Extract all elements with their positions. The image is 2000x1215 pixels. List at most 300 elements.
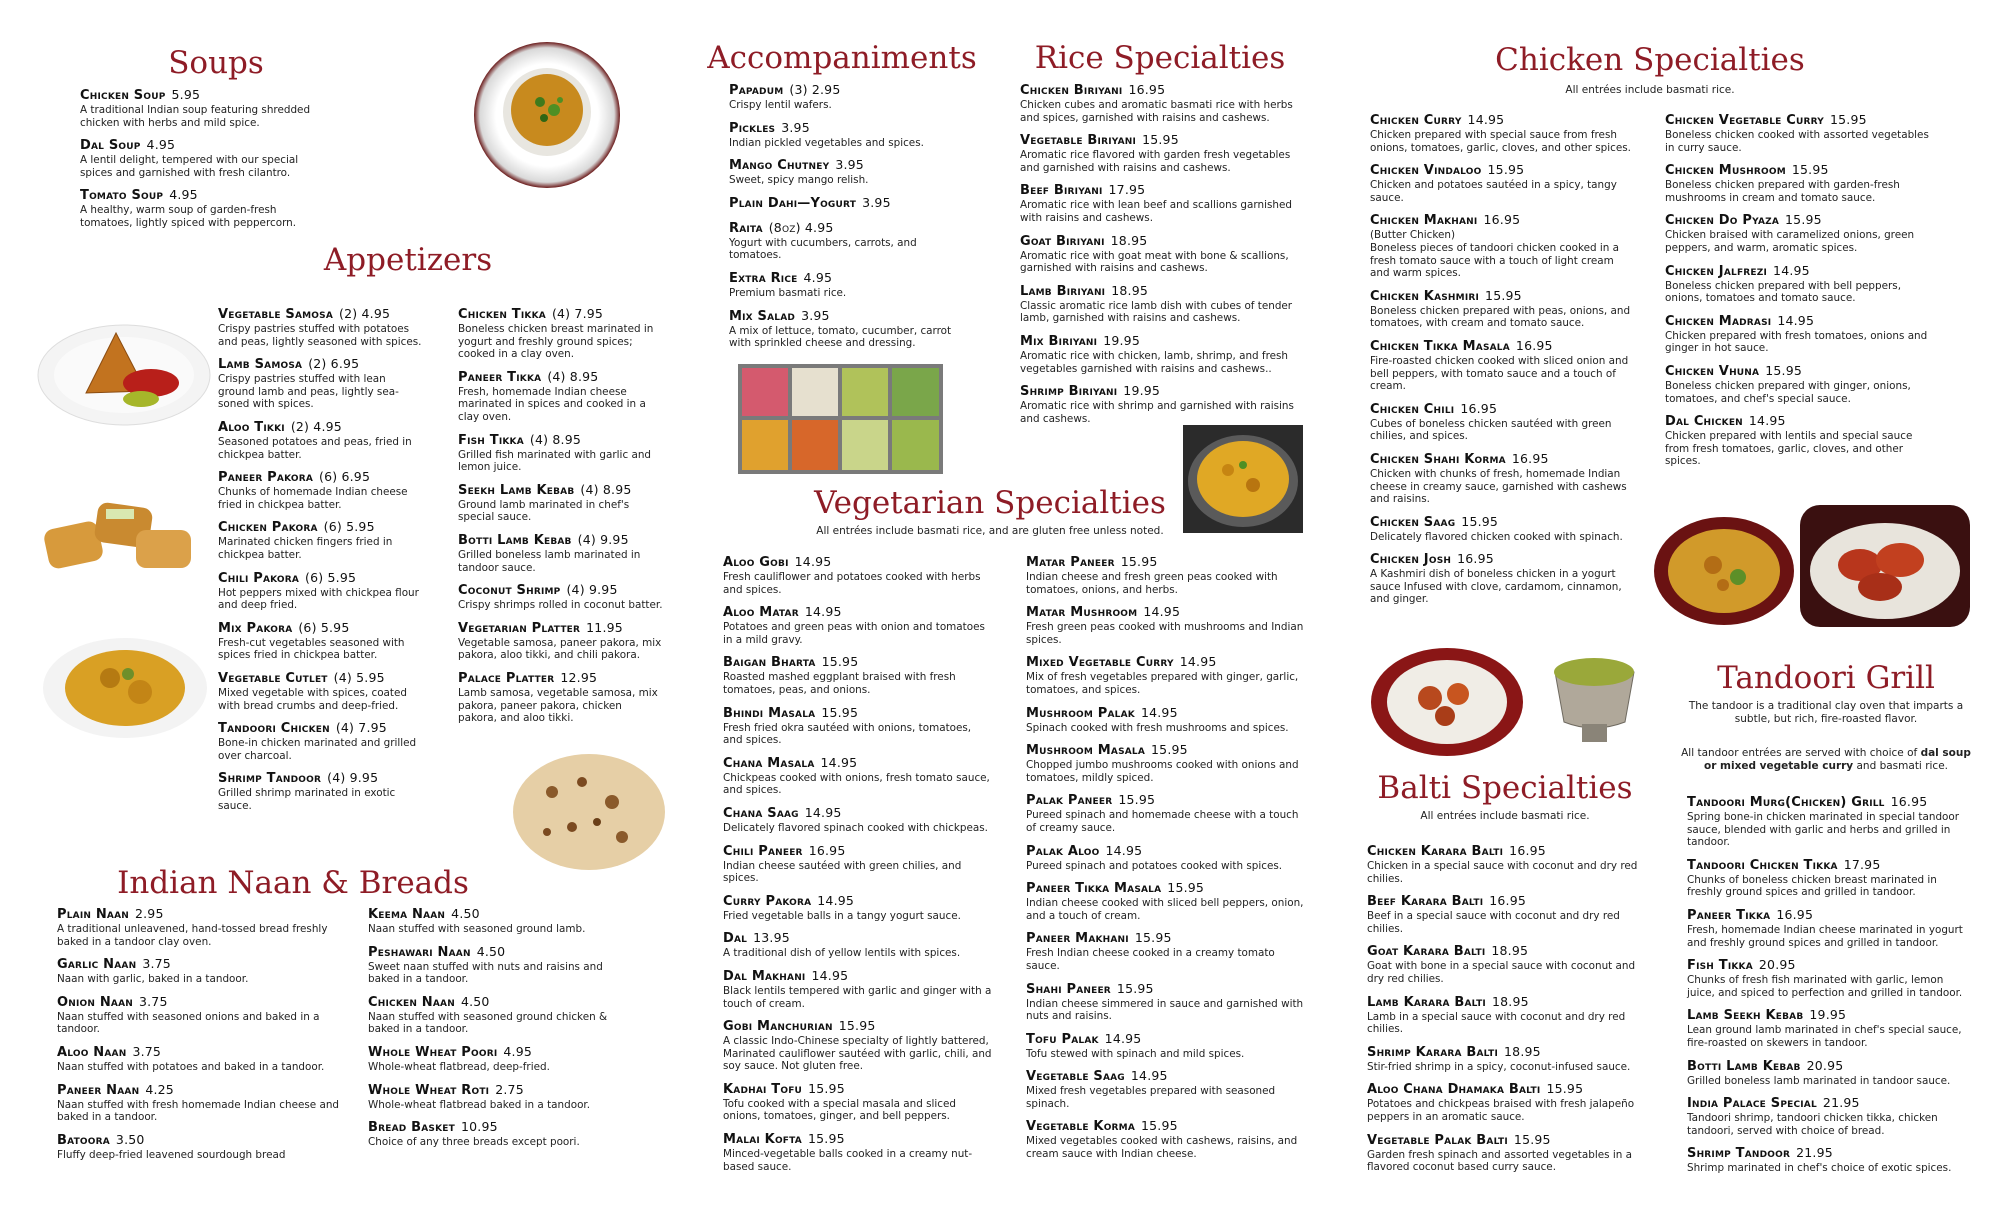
menu-item-chicken-jalfrezi: [1665, 263, 1930, 305]
item-name: Shahi Paneer: [1026, 981, 1111, 997]
item-price: 4.95: [169, 187, 198, 203]
item-name: Tandoori Chicken Tikka: [1687, 857, 1838, 873]
menu-item-lamb-seekh-kebab: [1687, 1007, 1970, 1049]
menu-item-name: [1665, 212, 1930, 229]
menu-item-name: [1026, 1068, 1306, 1085]
item-description: Pureed spinach and potatoes cooked with spices.: [1026, 859, 1283, 872]
item-price: 2.75: [495, 1081, 524, 1097]
menu-item-name: [1026, 1031, 1306, 1048]
item-price: 3.95: [781, 119, 810, 135]
menu-item-tandoori-murg-chicken-grill: [1687, 794, 1970, 849]
balti-note: All entrées include basmati rice.: [1420, 810, 1590, 822]
menu-item-name: [1020, 333, 1300, 350]
menu-item-aloo-gobi: [723, 554, 993, 596]
item-name: Chicken Shahi Korma: [1370, 451, 1506, 467]
soups-list: [80, 87, 330, 238]
appetizers-title: Appetizers: [323, 242, 493, 278]
item-description: Aromatic rice with chicken, lamb, shrimp, and fresh vegetables garnished with raisins and cashews..: [1020, 349, 1289, 375]
menu-item-tomato-soup: [80, 187, 330, 229]
item-price: (6) 5.95: [298, 619, 350, 635]
item-name: Goat Karara Balti: [1367, 944, 1486, 960]
menu-item-name: [1367, 1081, 1642, 1098]
item-description: Whole-wheat flatbread, deep-fried.: [368, 1060, 550, 1073]
item-price: 3.95: [801, 307, 830, 323]
item-description: Chicken prepared with fresh tomatoes, onions and ginger in hot sauce.: [1665, 329, 1928, 355]
menu-item-name: [1370, 162, 1635, 179]
appetizers-list-2: [458, 306, 663, 733]
item-price: 19.95: [1103, 332, 1140, 348]
item-name: Lamb Karara Balti: [1367, 994, 1486, 1010]
item-name: Whole Wheat Roti: [368, 1082, 490, 1098]
menu-item-name: [1687, 1007, 1970, 1024]
item-price: (4) 9.95: [577, 531, 629, 547]
menu-item-name: [57, 1044, 342, 1061]
menu-item-name: [729, 120, 964, 137]
menu-item-chana-masala: [723, 755, 993, 797]
item-name: Mix Biriyani: [1020, 333, 1098, 349]
item-price: (4) 8.95: [529, 431, 582, 447]
menu-item-chicken-shahi-korma: [1370, 451, 1635, 506]
item-description: A healthy, warm soup of garden-fresh tomatoes, lightly spiced with peppercorn.: [80, 204, 297, 229]
item-name: Garlic Naan: [57, 957, 137, 973]
item-name: Chicken Vhuna: [1665, 363, 1760, 379]
item-name: Aloo Tikki: [218, 419, 285, 435]
item-price: 15.95: [1142, 132, 1179, 148]
item-description: Lamb samosa, vegetable samosa, mix pakora, paneer pakora, chicken pakora, and aloo tikki.: [458, 686, 658, 725]
item-price: 4.50: [476, 943, 506, 959]
menu-item-name: [1367, 1044, 1642, 1061]
menu-item-shahi-paneer: [1026, 981, 1306, 1023]
item-name: Palace Platter: [458, 670, 555, 686]
item-description: Fresh green peas cooked with mushrooms and Indian spices.: [1026, 621, 1304, 646]
item-price: 12.95: [560, 669, 598, 685]
item-description: Crispy pastries stuffed with potatoes and peas, lightly seasoned with spices.: [218, 323, 422, 348]
item-description: Yogurt with cucumbers, carrots, and tomatoes.: [729, 236, 917, 262]
item-description: Classic aromatic rice lamb dish with cubes of tender lamb, garnished with raisins and cashews.: [1020, 299, 1293, 325]
menu-item-whole-wheat-poori: [368, 1044, 628, 1074]
item-price: 15.95: [808, 1080, 845, 1096]
item-name: Aloo Chana Dhamaka Balti: [1367, 1082, 1541, 1098]
item-name: Dal Chicken: [1665, 414, 1743, 430]
item-description: Boneless chicken breast marinated in yogurt and freshly ground spices; cooked in a clay oven.: [458, 323, 654, 361]
menu-item-name: [218, 469, 423, 486]
menu-item-chicken-vegetable-curry: [1665, 112, 1930, 154]
item-description: Mixed vegetable with spices, coated with bread crumbs and deep-fried.: [218, 686, 407, 712]
item-price: 14.95: [1773, 262, 1810, 278]
item-name: Paneer Pakora: [218, 470, 313, 486]
item-price: 3.95: [835, 157, 864, 173]
menu-item-dal-makhani: [723, 968, 993, 1010]
item-price: 16.95: [1509, 843, 1546, 858]
item-description: Fresh Indian cheese cooked in a creamy tomato sauce.: [1026, 947, 1275, 972]
item-name: Dal Soup: [80, 138, 141, 154]
menu-item-chana-saag: [723, 805, 993, 835]
item-description: Beef in a special sauce with coconut and dry red chilies.: [1367, 910, 1620, 935]
menu-item-name: [458, 369, 663, 386]
item-description: Indian pickled vegetables and spices.: [729, 136, 924, 149]
item-price: 11.95: [586, 619, 623, 635]
menu-item-name: [458, 482, 663, 499]
menu-item-name: [458, 306, 663, 323]
item-description: Pureed spinach and homemade cheese with a touch of creamy sauce.: [1026, 809, 1299, 834]
item-price: (2) 4.95: [339, 306, 391, 321]
item-name: Gobi Manchurian: [723, 1019, 833, 1035]
menu-item-beef-biriyani: [1020, 182, 1300, 224]
item-name: Lamb Biriyani: [1020, 283, 1106, 299]
item-description: A Kashmiri dish of boneless chicken in a yogurt sauce Infused with clove, cardamom, cinnamon, and ginger.: [1370, 568, 1622, 606]
item-description: Naan with garlic, baked in a tandoor.: [57, 973, 249, 986]
item-name: Coconut Shrimp: [458, 583, 561, 599]
item-description: Crispy shrimps rolled in coconut batter.: [458, 599, 663, 612]
menu-item-palak-aloo: [1026, 843, 1306, 873]
item-name: Shrimp Karara Balti: [1367, 1044, 1499, 1060]
samosa-photo: [36, 313, 211, 428]
menu-item-chicken-biriyani: [1020, 82, 1300, 124]
menu-item-name: [729, 157, 964, 174]
menu-item-name: [1687, 794, 1970, 811]
item-name: Dal: [723, 931, 748, 947]
item-price: (6) 5.95: [323, 519, 375, 535]
item-description: Boneless chicken prepared with garden-fresh mushrooms in cream and tomato sauce.: [1665, 179, 1900, 204]
item-description: Delicately flavored chicken cooked with spinach.: [1370, 530, 1623, 543]
menu-item-name: [729, 308, 964, 325]
balti-title: Balti Specialties: [1377, 770, 1633, 806]
item-description: Chopped jumbo mushrooms cooked with onions and tomatoes, mildly spiced.: [1026, 759, 1299, 784]
item-name: Vegetable Biriyani: [1020, 133, 1137, 149]
menu-item-name: [1020, 132, 1300, 149]
item-name: Keema Naan: [368, 907, 446, 922]
item-description: A traditional Indian soup featuring shredded chicken with herbs and mild spice.: [80, 104, 311, 129]
menu-item-plain-dahi-yogurt: [729, 195, 964, 212]
item-price: (4) 9.95: [327, 770, 379, 786]
item-description: Naan stuffed with seasoned ground chicken & baked in a tandoor.: [368, 1010, 608, 1036]
item-name: Matar Paneer: [1026, 555, 1115, 570]
item-description: Chickpeas cooked with onions, fresh tomato sauce, and spices.: [723, 771, 990, 797]
item-price: 14.95: [1748, 413, 1786, 429]
menu-item-botti-lamb-kebab: [458, 532, 663, 574]
item-price: 14.95: [820, 754, 858, 770]
item-description: Chicken and potatoes sautéed in a spicy, tangy sauce.: [1370, 179, 1617, 204]
menu-item-name: [723, 755, 993, 772]
item-price: 14.95: [1467, 112, 1505, 127]
item-description: Goat with bone in a special sauce with coconut and dry red chilies.: [1367, 960, 1636, 985]
item-name: Shrimp Biriyani: [1020, 384, 1118, 400]
item-description: Minced-vegetable balls cooked in a creamy nut-based sauce.: [723, 1148, 973, 1173]
item-description: Whole-wheat flatbread baked in a tandoor.: [368, 1098, 591, 1111]
naan-list-2: [368, 906, 628, 1157]
item-price: 15.95: [1461, 513, 1499, 529]
menu-item-aloo-matar: [723, 604, 993, 646]
menu-item-chili-paneer: [723, 843, 993, 885]
item-name: Dal Makhani: [723, 968, 806, 984]
naan-title: Indian Naan & Breads: [117, 865, 469, 901]
item-price: 14.95: [811, 967, 849, 983]
menu-item-name: [1026, 930, 1306, 947]
item-price: 20.95: [1758, 957, 1796, 973]
menu-item-name: [368, 1044, 628, 1061]
item-price: 10.95: [460, 1119, 498, 1135]
menu-item-chicken-soup: [80, 87, 330, 129]
menu-item-name: [368, 944, 628, 961]
menu-item-name: [1026, 654, 1306, 671]
item-price: 19.95: [1809, 1007, 1847, 1023]
menu-item-name: [1020, 182, 1300, 199]
item-price: 14.95: [1104, 1030, 1142, 1046]
item-price: 21.95: [1796, 1145, 1833, 1161]
item-price: 14.95: [1130, 1068, 1168, 1084]
item-price: 15.95: [1141, 1118, 1178, 1134]
menu-item-name: [218, 519, 423, 536]
item-name: Bread Basket: [368, 1120, 455, 1136]
item-description: Fried vegetable balls in a tangy yogurt sauce.: [723, 909, 961, 922]
item-description: A mix of lettuce, tomato, cucumber, carrot with sprinkled cheese and dressing.: [729, 324, 952, 350]
item-price: 4.25: [145, 1081, 174, 1097]
menu-item-vegetarian-platter: [458, 620, 663, 662]
item-name: Mango Chutney: [729, 158, 830, 174]
item-price: 19.95: [1123, 383, 1161, 399]
item-description: Marinated chicken fingers fried in chickpea batter.: [218, 536, 393, 561]
item-description: A traditional dish of yellow lentils with spices.: [723, 947, 961, 960]
rice-list: [1020, 82, 1300, 433]
menu-item-bhindi-masala: [723, 705, 993, 747]
item-name: Chicken Tikka: [458, 307, 546, 322]
item-name: Beef Biriyani: [1020, 183, 1103, 199]
item-description: A lentil delight, tempered with our special spices and garnished with fresh cilantro.: [80, 154, 299, 179]
item-name: Paneer Tikka: [458, 369, 542, 385]
item-price: 14.95: [794, 554, 832, 569]
menu-item-seekh-lamb-kebab: [458, 482, 663, 524]
menu-item-garlic-naan: [57, 956, 342, 986]
item-description: Tandoori shrimp, tandoori chicken tikka, chicken tandoori, served with choice of bread.: [1687, 1112, 1938, 1137]
item-name: Chicken Jalfrezi: [1665, 263, 1768, 279]
menu-item-name: [218, 306, 423, 323]
menu-item-name: [729, 195, 964, 212]
menu-item-baigan-bharta: [723, 654, 993, 696]
item-name: Chicken Naan: [368, 994, 455, 1010]
menu-item-aloo-tikki: [218, 419, 423, 461]
item-name: Vegetable Palak Balti: [1367, 1132, 1508, 1148]
item-description: Crispy lentil wafers.: [729, 99, 832, 111]
menu-item-raita: [729, 220, 964, 262]
item-price: 16.95: [1776, 906, 1814, 922]
item-price: 3.75: [138, 993, 168, 1009]
menu-item-name: [57, 1082, 342, 1099]
item-name: Tomato Soup: [80, 188, 164, 204]
item-name: Botti Lamb Kebab: [1687, 1058, 1801, 1074]
item-name: Malai Kofta: [723, 1132, 802, 1148]
chicken-dish-photo-2: [1800, 505, 1970, 627]
item-name: Chana Saag: [723, 805, 799, 821]
menu-item-palak-paneer: [1026, 792, 1306, 834]
menu-item-name: [1665, 413, 1930, 430]
item-description: Roasted mashed eggplant braised with fresh tomatoes, peas, and onions.: [723, 671, 956, 696]
item-description: Choice of any three breads except poori.: [368, 1136, 580, 1149]
menu-item-bread-basket: [368, 1119, 628, 1149]
menu-item-name: [723, 893, 993, 910]
menu-item-name: [1687, 857, 1970, 874]
item-description: Grilled boneless lamb marinated in tandoor sauce.: [458, 548, 641, 574]
soups-title: Soups: [168, 45, 264, 81]
item-description: Vegetable samosa, paneer pakora, mix pakora, aloo tikki, and chili pakora.: [458, 636, 662, 662]
menu-item-name: [723, 654, 993, 671]
item-description: Shrimp marinated in chef's choice of exotic spices.: [1687, 1162, 1952, 1175]
item-name: Tandoori Murg(Chicken) Grill: [1687, 795, 1885, 810]
item-description: Indian cheese sautéed with green chilies, and spices.: [723, 859, 962, 885]
item-price: 4.95: [503, 1043, 533, 1059]
menu-item-chicken-chili: [1370, 401, 1635, 443]
menu-item-name: [1687, 1145, 1970, 1162]
item-price: 3.75: [132, 1043, 162, 1059]
item-price: 15.95: [1116, 980, 1154, 996]
menu-item-name: [729, 82, 964, 99]
item-name: Bhindi Masala: [723, 705, 816, 721]
menu-item-shrimp-tandoor: [1687, 1145, 1970, 1175]
menu-item-tofu-palak: [1026, 1031, 1306, 1061]
menu-item-name: [723, 805, 993, 822]
item-price: (4) 5.95: [333, 669, 385, 685]
item-price: (8oz) 4.95: [768, 219, 834, 235]
menu-item-paneer-naan: [57, 1082, 342, 1124]
item-name: Chicken Makhani: [1370, 213, 1478, 229]
item-price: 5.95: [171, 87, 201, 102]
item-price: 15.95: [1134, 930, 1172, 946]
item-price: 21.95: [1822, 1095, 1860, 1111]
menu-item-paneer-tikka: [458, 369, 663, 424]
menu-item-vegetable-palak-balti: [1367, 1132, 1642, 1174]
menu-item-name: [1367, 994, 1642, 1011]
item-name: Raita: [729, 220, 763, 236]
item-description: A classic Indo-Chinese specialty of lightly battered, Marinated cauliflower sautéed with garlic, chili, and soy sauce. Not gluten free.: [723, 1035, 992, 1073]
menu-item-dal-chicken: [1665, 413, 1930, 468]
menu-item-name: [1665, 162, 1930, 179]
item-name: Aloo Gobi: [723, 555, 789, 570]
menu-item-name: [1687, 957, 1970, 974]
item-price: 2.95: [134, 906, 164, 921]
menu-item-tandoori-chicken-tikka: [1687, 857, 1970, 899]
item-name: Chicken Vindaloo: [1370, 163, 1482, 179]
menu-item-palace-platter: [458, 670, 663, 725]
item-name: Vegetable Samosa: [218, 307, 334, 322]
item-price: 4.50: [451, 906, 480, 921]
item-description: Mixed vegetables cooked with cashews, raisins, and cream sauce with Indian cheese.: [1026, 1135, 1298, 1161]
item-price: 14.95: [804, 604, 842, 620]
menu-item-name: [57, 956, 342, 973]
menu-item-goat-karara-balti: [1367, 943, 1642, 985]
menu-item-name: [1367, 843, 1642, 860]
item-name: Chicken Curry: [1370, 113, 1462, 128]
menu-item-name: [1367, 943, 1642, 960]
item-name: Chicken Josh: [1370, 552, 1452, 568]
menu-item-name: [723, 1018, 993, 1035]
menu-item-malai-kofta: [723, 1131, 993, 1173]
item-price: (3) 2.95: [789, 82, 841, 97]
item-description: Boneless chicken prepared with bell peppers, onions, tomatoes and tomato sauce.: [1665, 279, 1902, 305]
chicken-list-2: [1665, 112, 1930, 476]
item-description: Potatoes and chickpeas braised with fresh jalapeño peppers in an aromatic sauce.: [1367, 1098, 1635, 1123]
item-name: Paneer Naan: [57, 1082, 140, 1098]
menu-item-name: [458, 582, 663, 599]
menu-item-lamb-karara-balti: [1367, 994, 1642, 1036]
item-description: Boneless chicken prepared with peas, onions, and tomatoes, with cream and tomato sauce.: [1370, 304, 1631, 330]
menu-item-peshawari-naan: [368, 944, 628, 986]
appetizers-list-1: [218, 306, 423, 820]
menu-item-paneer-pakora: [218, 469, 423, 511]
item-description: Indian cheese simmered in sauce and garnished with nuts and raisins.: [1026, 997, 1304, 1023]
item-name: Fish Tikka: [1687, 958, 1753, 974]
item-name: Paneer Tikka: [1687, 907, 1771, 923]
menu-item-name: [1026, 981, 1306, 998]
item-description: Mix of fresh vegetables prepared with ginger, garlic, tomatoes, and spices.: [1026, 671, 1299, 696]
item-description: Hot peppers mixed with chickpea flour and deep fried.: [218, 586, 419, 612]
menu-item-lamb-samosa: [218, 356, 423, 411]
menu-item-paneer-makhani: [1026, 930, 1306, 972]
item-name: Aloo Matar: [723, 605, 799, 621]
item-name: Vegetable Korma: [1026, 1119, 1135, 1135]
item-description: Lean ground lamb marinated in chef's special sauce, fire-roasted on skewers in tandoor.: [1687, 1024, 1962, 1049]
naan-list-1: [57, 906, 342, 1169]
item-description: Aromatic rice with shrimp and garnished with raisins and cashews.: [1020, 400, 1294, 425]
menu-item-tandoori-chicken: [218, 720, 423, 762]
item-name: Seekh Lamb Kebab: [458, 482, 575, 498]
vegetarian-list-1: [723, 554, 993, 1181]
item-description: Aromatic rice with lean beef and scallions garnished with raisins and cashews.: [1020, 199, 1292, 224]
item-price: 18.95: [1110, 232, 1148, 248]
item-name: Tofu Palak: [1026, 1031, 1099, 1047]
menu-item-paneer-tikka-masala: [1026, 880, 1306, 922]
item-name: Tandoori Chicken: [218, 721, 330, 737]
item-description: Chunks of boneless chicken breast marinated in freshly ground spices and grilled in tandoor.: [1687, 873, 1937, 899]
item-description: Sweet naan stuffed with nuts and raisins and baked in a tandoor.: [368, 960, 603, 986]
item-name: Vegetable Saag: [1026, 1069, 1125, 1085]
menu-item-chicken-kashmiri: [1370, 288, 1635, 330]
item-price: 17.95: [1108, 182, 1146, 198]
item-price: (2) 6.95: [308, 356, 360, 372]
menu-item-name: [1026, 604, 1306, 621]
item-name: Matar Mushroom: [1026, 605, 1138, 621]
item-description: Boneless chicken prepared with ginger, onions, tomatoes, and chef's special sauce.: [1665, 379, 1911, 405]
menu-item-matar-paneer: [1026, 554, 1306, 596]
menu-item-name: [1370, 451, 1635, 468]
item-name: Plain Dahi—Yogurt: [729, 195, 857, 211]
menu-item-name: [1370, 401, 1635, 418]
item-description: Sweet, spicy mango relish.: [729, 174, 869, 187]
item-name: Lamb Seekh Kebab: [1687, 1008, 1804, 1024]
menu-item-name: [57, 1132, 342, 1149]
item-name: Kadhai Tofu: [723, 1081, 803, 1097]
menu-item-mix-biriyani: [1020, 333, 1300, 375]
menu-item-mix-salad: [729, 308, 964, 350]
menu-item-name: [218, 570, 423, 587]
menu-item-name: [1665, 313, 1930, 330]
item-name: Whole Wheat Poori: [368, 1044, 498, 1060]
menu-item-mango-chutney: [729, 157, 964, 187]
menu-item-vegetable-korma: [1026, 1118, 1306, 1160]
item-price: 16.95: [1460, 400, 1498, 416]
item-description: Spring bone-in chicken marinated in special tandoor sauce, blended with garlic and herbs and grilled in tandoor.: [1687, 811, 1960, 849]
tandoori-title: Tandoori Grill: [1717, 660, 1935, 696]
menu-item-chicken-josh: [1370, 551, 1635, 606]
menu-item-paneer-tikka: [1687, 907, 1970, 949]
item-description: Chunks of homemade Indian cheese fried in chickpea batter.: [218, 486, 408, 511]
item-name: Batoora: [57, 1132, 110, 1148]
item-price: 3.50: [115, 1131, 145, 1147]
menu-item-goat-biriyani: [1020, 233, 1300, 275]
menu-item-name: [218, 720, 423, 737]
item-name: Shrimp Tandoor: [218, 771, 322, 787]
item-price: 18.95: [1504, 1043, 1541, 1059]
item-name: Aloo Naan: [57, 1044, 127, 1060]
item-price: 3.95: [862, 194, 891, 210]
